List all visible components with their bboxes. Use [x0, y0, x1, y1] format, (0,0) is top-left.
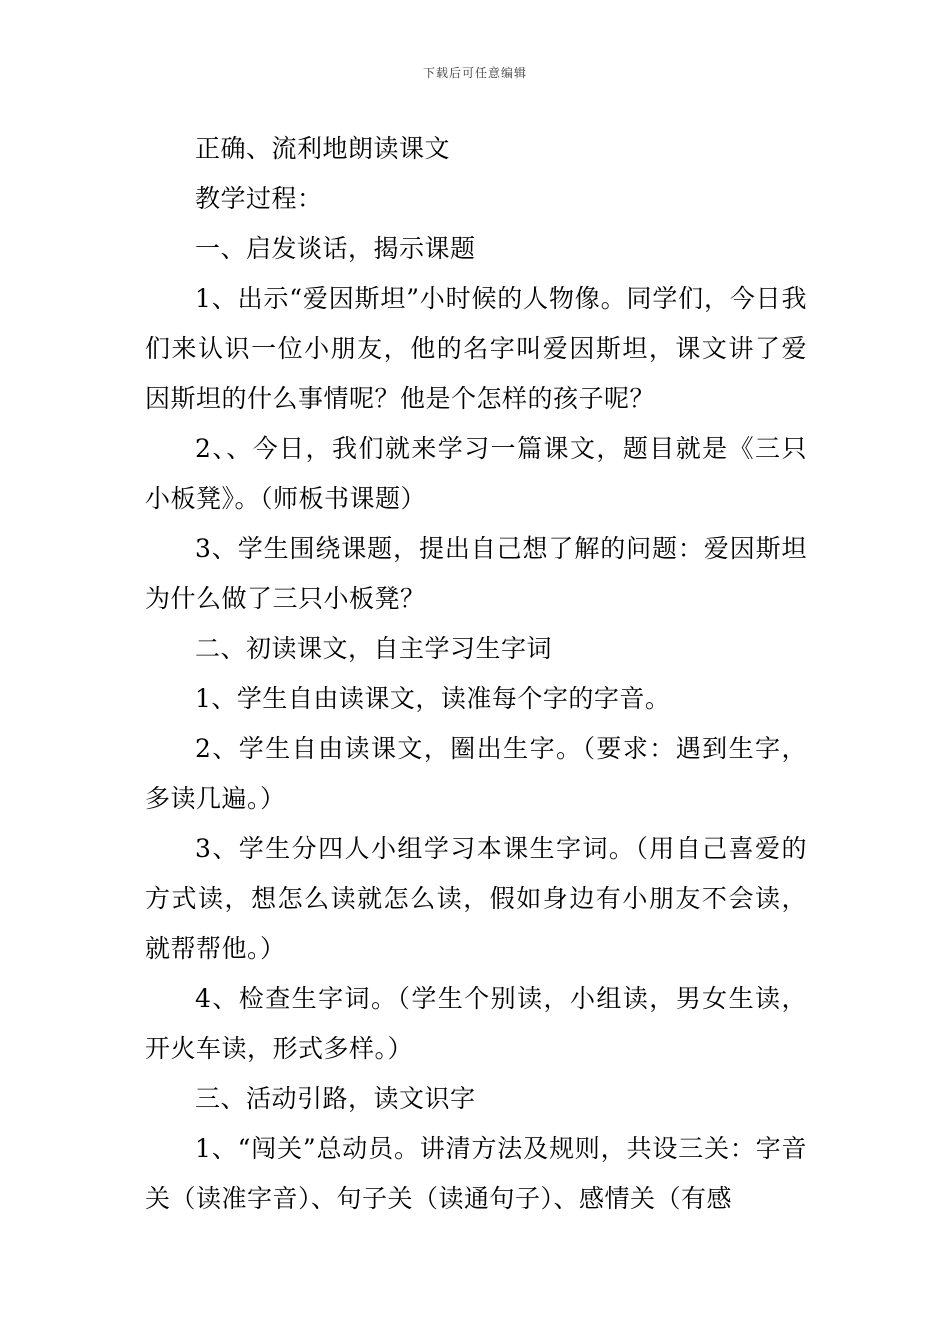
section-heading-3: 三、活动引路，读文识字: [195, 1084, 476, 1113]
document-body: [145, 124, 807, 1224]
paragraph: 1、出示“爱因斯坦”小时候的人物像。同学们，今日我们来认识一位小朋友，他的名字叫爱因斯坦，课文讲了爱因斯坦的什么事情呢？他是个怎样的孩子呢？: [145, 284, 807, 413]
objective-line: 正确、流利地朗读课文: [195, 134, 451, 163]
section-heading-1: 一、启发谈话，揭示课题: [195, 234, 476, 263]
paragraph: 1、“闯关”总动员。讲清方法及规则，共设三关：字音关（读准字音）、句子关（读通句子）、感情关（有感: [145, 1134, 807, 1213]
paragraph: 2、学生自由读课文，圈出生字。（要求：遇到生字，多读几遍。）: [145, 734, 807, 813]
paragraph: 3、学生围绕课题，提出自己想了解的问题：爱因斯坦为什么做了三只小板凳？: [145, 534, 807, 613]
paragraph: 4、检查生字词。（学生个别读，小组读，男女生读，开火车读，形式多样。）: [145, 984, 807, 1063]
page-header: 下载后可任意编辑: [422, 66, 527, 80]
paragraph: 1、学生自由读课文，读准每个字的字音。: [195, 684, 671, 713]
section-heading-process: 教学过程：: [195, 184, 323, 213]
section-heading-2: 二、初读课文，自主学习生字词: [195, 634, 553, 663]
paragraph: 3、学生分四人小组学习本课生字词。（用自己喜爱的方式读，想怎么读就怎么读，假如身边有小朋友不会读，就帮帮他。）: [145, 834, 807, 963]
paragraph: 2、、今日，我们就来学习一篇课文，题目就是《三只小板凳》。（师板书课题）: [145, 434, 807, 513]
